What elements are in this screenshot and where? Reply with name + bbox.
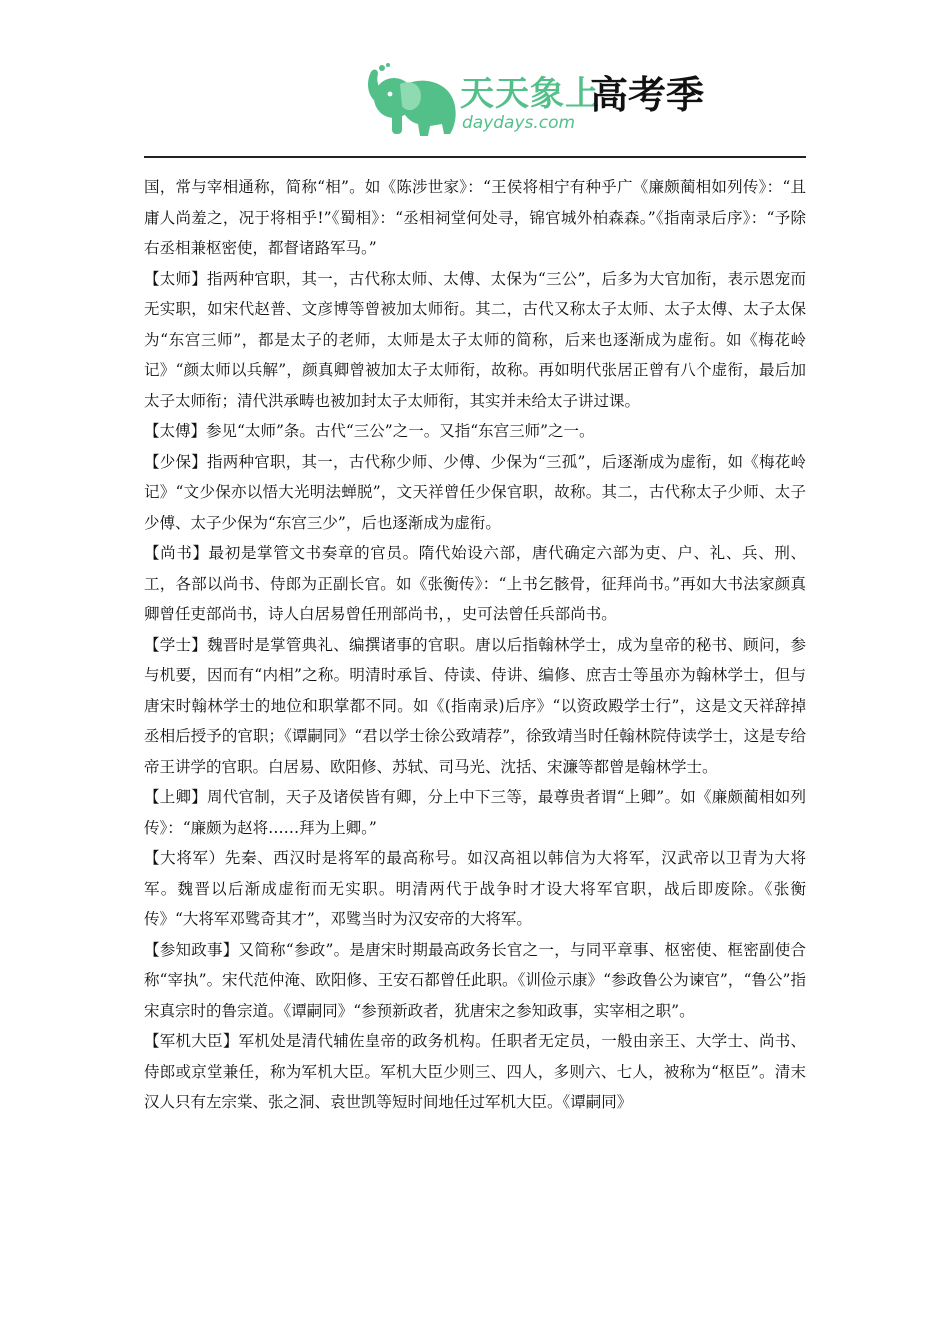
entry-text: 又简称“参政”。是唐宋时期最高政务长官之一，与同平章事、枢密使、框密副使合称“宰执”。宋代范仲淹、欧阳修、王安石都曾任此职。《训俭示康》“参政鲁公为谏官”，“鲁公”指宋真宗时的鲁宗道。《谭嗣同》“参预新政者，犹唐宋之参知政事，实宰相之职”。 (144, 940, 806, 1020)
brand-domain: daydays.com (462, 113, 576, 133)
entry-paragraph (144, 782, 806, 843)
entry-term: 【参知政事】 (144, 940, 239, 959)
entry-paragraph (144, 538, 806, 630)
entry-text: 周代官制，天子及诸侯皆有卿，分上中下三等，最尊贵者谓“上卿”。如《廉颇蔺相如列传》：“廉颇为赵将……拜为上卿。” (144, 788, 806, 837)
entry-term: 【少保】 (144, 452, 208, 471)
document-body (144, 172, 806, 1118)
entry-text: 国，常与宰相通称，简称“相”。如《陈涉世家》：“王侯将相宁有种乎广《廉颇蔺相如列传》：“且庸人尚羞之，况于将相乎!”《蜀相》：“丞相祠堂何处寻，锦官城外柏森森。”《指南录后序》：“予除右丞相兼枢密使，都督诸路军马。” (144, 178, 806, 257)
entry-paragraph (144, 630, 806, 783)
entry-term: 【太傅】 (144, 422, 207, 440)
entry-paragraph (144, 172, 806, 264)
entry-text: 指两种官职，其一，古代称太师、太傅、太保为“三公”，后多为大官加衔，表示恩宠而无实职，如宋代赵普、文彦博等曾被加太师衔。其二，古代又称太子太师、太子太傅、太子太保为“东宫三师”，都是太子的老师，太师是太子太师的简称，后来也逐渐成为虚衔。如《梅花岭记》“颜太师以兵解”，颜真卿曾被加太子太师衔，故称。再如明代张居正曾有八个虚衔，最后加太子太师衔；清代洪承畴也被加封太子太师衔，其实并未给太子讲过课。 (144, 269, 806, 410)
entry-text: 军机处是清代辅佐皇帝的政务机构。任职者无定员，一般由亲王、大学士、尚书、侍郎或京堂兼任，称为军机大臣。军机大臣少则三、四人，多则六、七人，被称为“枢臣”。清末汉人只有左宗棠、张之洞、袁世凯等短时间地任过军机大臣。《谭嗣同》 (144, 1032, 806, 1111)
entry-term: 【太师】 (144, 269, 208, 288)
page-header (0, 0, 950, 160)
brand-name-cn: 天天象上 (460, 74, 600, 114)
entry-text: 指两种官职，其一，古代称少师、少傅、少保为“三孤”，后逐渐成为虚衔，如《梅花岭记》“文少保亦以悟大光明法蝉脱”，文天祥曾任少保官职，故称。其二，古代称太子少师、太子少傅、太子少保为“东宫三少”，后也逐渐成为虚衔。 (144, 452, 806, 532)
entry-term: 【学士】 (144, 635, 208, 654)
entry-text: 魏晋时是掌管典礼、编撰诸事的官职。唐以后指翰林学士，成为皇帝的秘书、顾问，参与机要，因而有“内相”之称。明清时承旨、侍读、侍讲、编修、庶吉士等虽亦为翰林学士，但与唐宋时翰林学士的地位和职掌都不同。如《(指南录)后序》“以资政殿学士行”，这是文天祥辞掉丞相后授予的官职；《谭嗣同》“君以学士徐公致靖荐”，徐致靖当时任翰林院侍读学士，这是专给帝王讲学的官职。白居易、欧阳修、苏轼、司马光、沈括、宋濂等都曾是翰林学士。 (144, 635, 806, 776)
entry-paragraph (144, 935, 806, 1027)
page-title: 高考季 (590, 73, 705, 117)
entry-text: 最初是掌管文书奏章的官员。隋代始设六部，唐代确定六部为吏、户、礼、兵、刑、工，各部以尚书、侍郎为正副长官。如《张衡传》：“上书乞骸骨，征拜尚书。”再如大书法家颜真卿曾任吏部尚书，诗人白居易曾任刑部尚书，，史可法曾任兵部尚书。 (144, 544, 806, 623)
entry-paragraph (144, 264, 806, 417)
entry-term: 【军机大臣】 (144, 1032, 239, 1050)
entry-paragraph (144, 843, 806, 935)
header-divider (144, 156, 806, 158)
entry-term: 【大将军） (144, 849, 225, 867)
entry-paragraph (144, 1026, 806, 1118)
entry-text: 先秦、西汉时是将军的最高称号。如汉高祖以韩信为大将军，汉武帝以卫青为大将军。魏晋以后渐成虚衔而无实职。明清两代于战争时才设大将军官职，战后即废除。《张衡传》“大将军邓骘奇其才”，邓骘当时为汉安帝的大将军。 (144, 849, 806, 928)
entry-term: 【尚书】 (144, 544, 209, 562)
entry-paragraph (144, 447, 806, 539)
entry-term: 【上卿】 (144, 788, 208, 806)
entry-paragraph (144, 416, 806, 447)
entry-text: 参见“太师”条。古代“三公”之一。又指“东宫三师”之一。 (206, 422, 595, 440)
elephant-logo-icon (366, 62, 462, 142)
